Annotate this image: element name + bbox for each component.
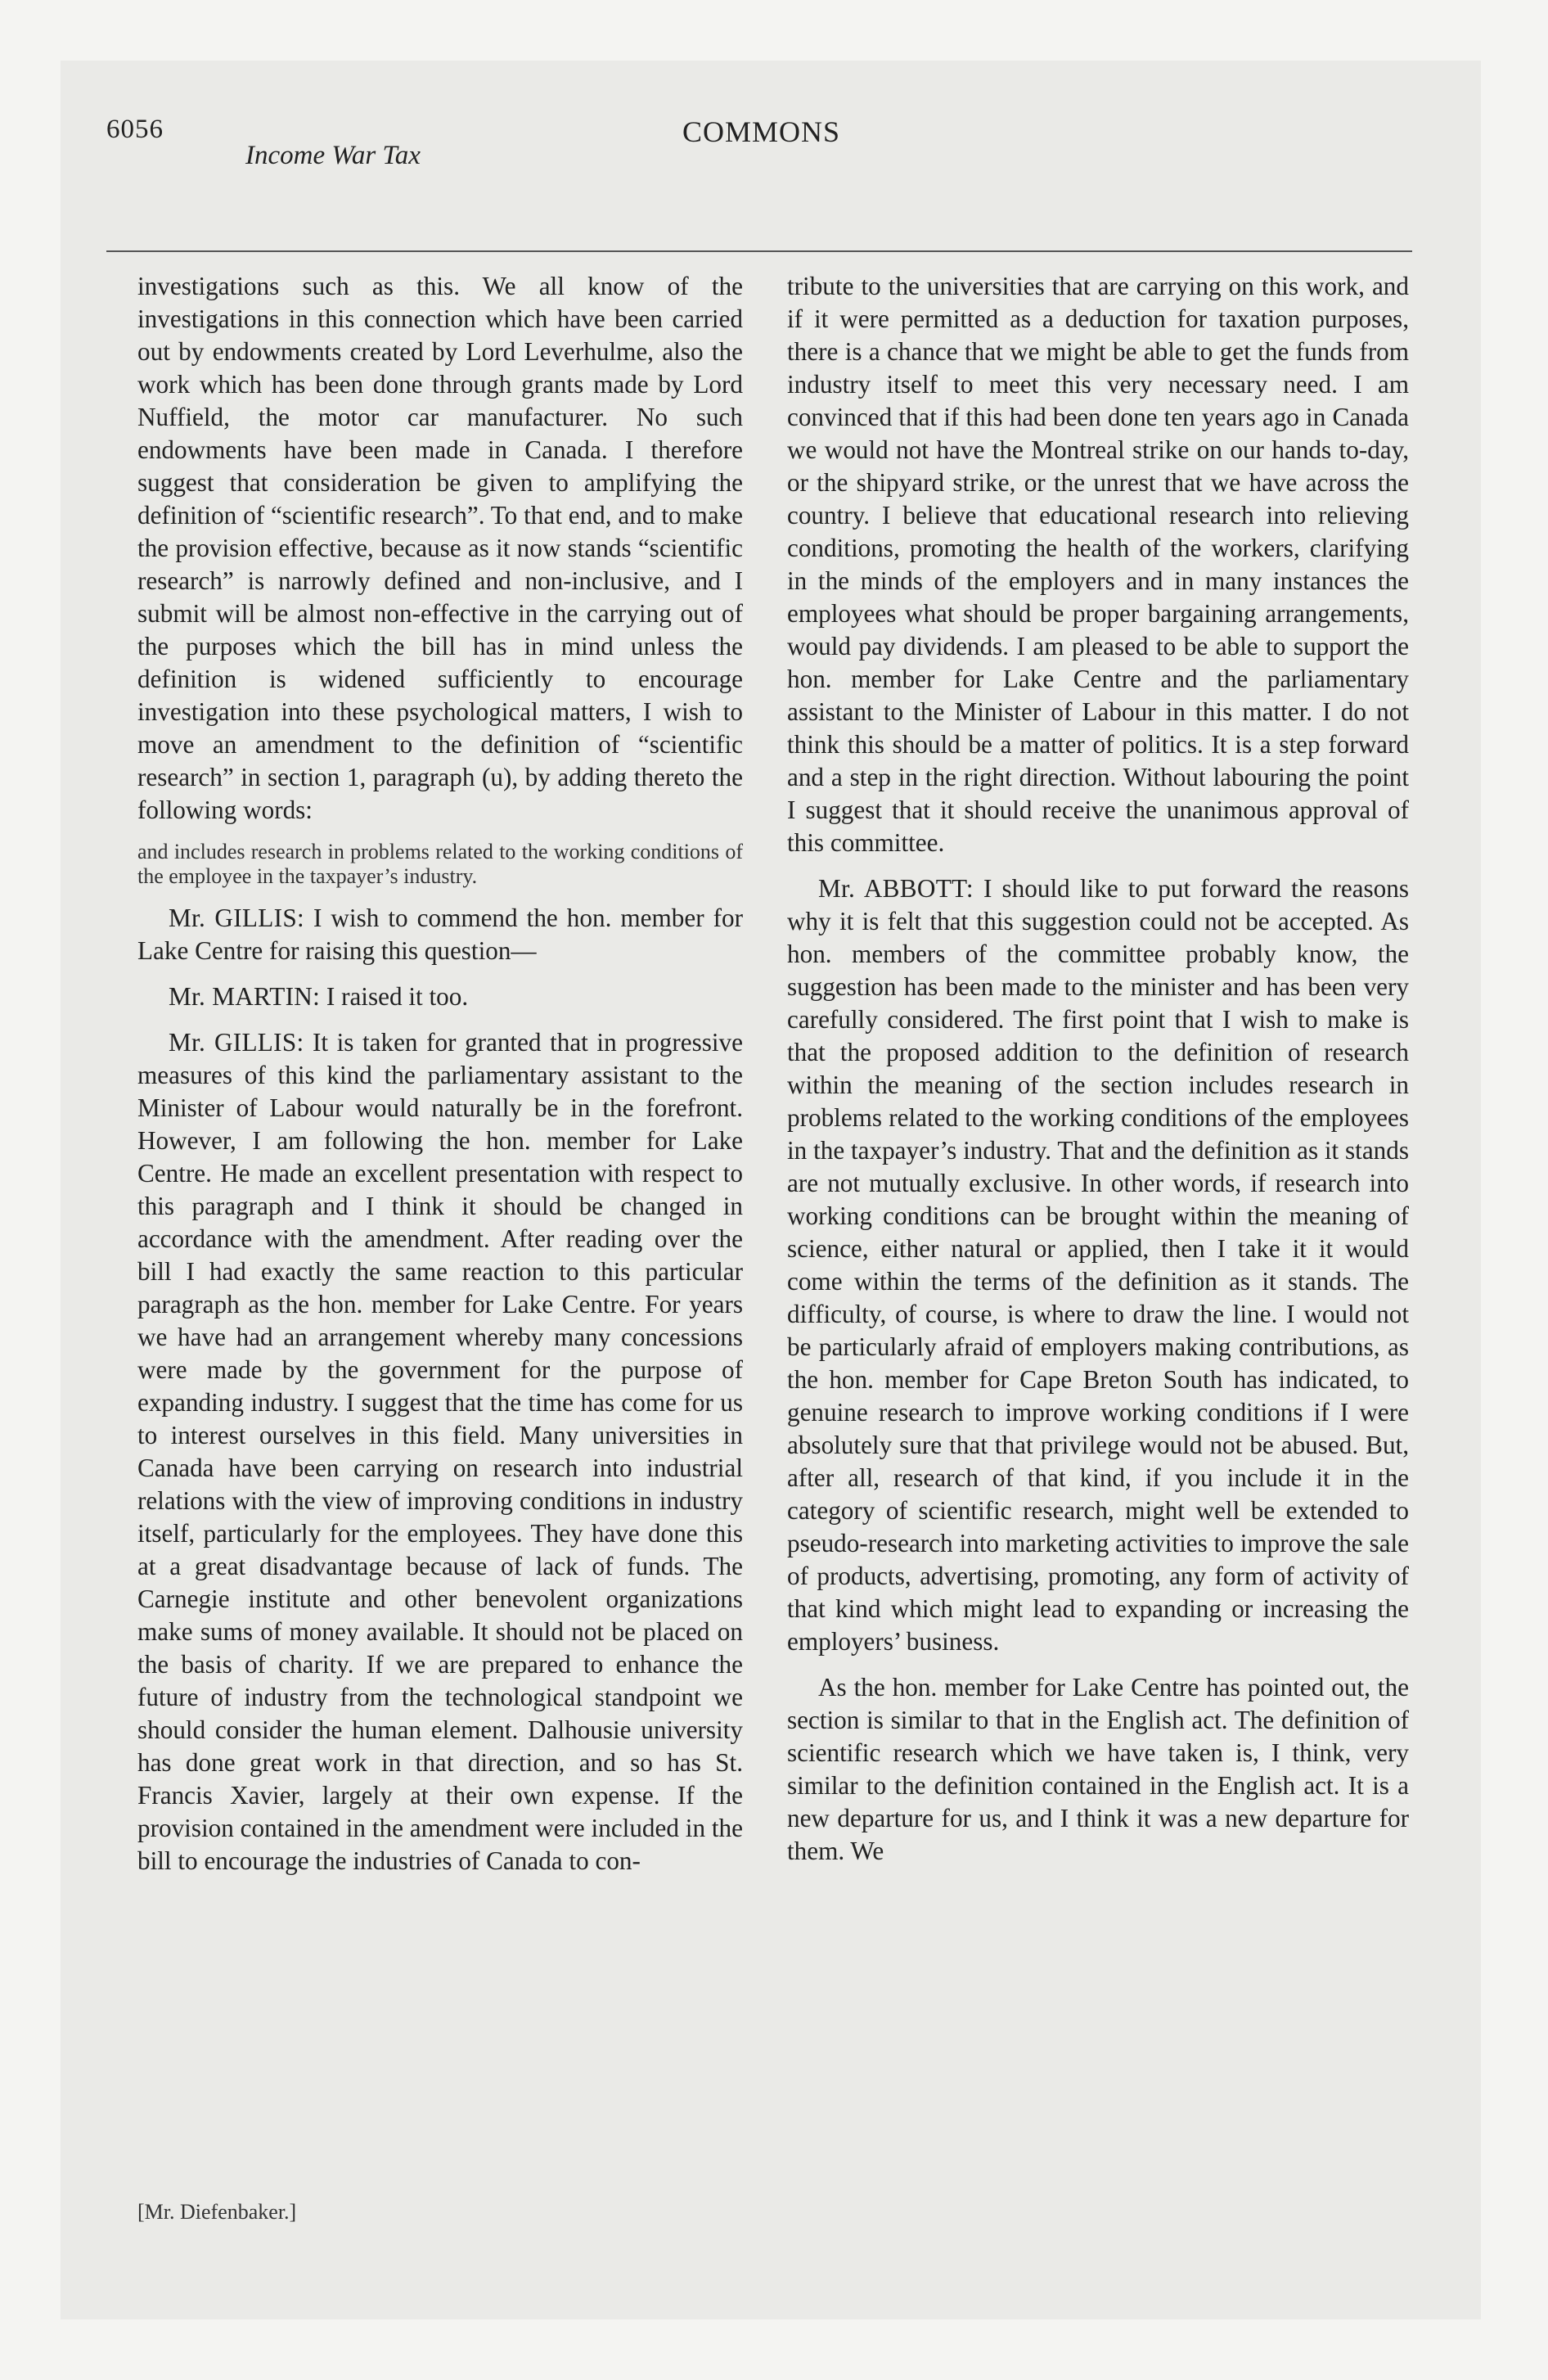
left-paragraph-gillis-1 [137,902,743,967]
left-paragraph-gillis-2 [137,1026,743,1877]
footer-note: [Mr. Diefenbaker.] [137,2200,297,2224]
right-column [787,270,1409,1881]
speaker-name: Mr. ABBOTT: [818,874,974,903]
speech-text: I wish to commend the hon. member for Lake Centre for raising this question— [137,904,743,965]
speaker-name: Mr. GILLIS: [169,1028,304,1057]
page-header [106,115,1412,180]
header-rule [106,250,1412,252]
speech-text: It is taken for granted that in progressive measures of this kind the parliamentary assistant to the Minister of Labour would naturally be in the forefront. However, I am following the hon. member for Lake Centre. He made an excellent presentation with respect to this paragraph and I think it should be changed in accordance with the amendment. After reading over the bill I had exactly the same reaction to this particular paragraph as the hon. member for Lake Centre. For years we have had an arrangement whereby many concessions were made by the government for the purpose of expanding industry. I suggest that the time has come for us to interest ourselves in this field. Many universities in Canada have been carrying on research into industrial relations with the view of improving conditions in industry itself, particularly for the employees. They have done this at a great disadvantage because of lack of funds. The Carnegie institute and other benevolent organizations make sums of money available. It should not be placed on the basis of charity. If we are prepared to enhance the future of industry from the technological standpoint we should consider the human element. Dalhousie university has done great work in that direction, and so has St. Francis Xavier, largely at their own expense. If the provision contained in the amendment were included in the bill to encourage the industries of Canada to con- [137,1028,743,1875]
right-paragraph-abbott [787,872,1409,1658]
right-paragraph-1: tribute to the universities that are carrying on this work, and if it were permitted as a deduction for taxation purposes, there is a chance that we might be able to get the funds from industry itself to meet this very necessary need. I am convinced that if this had been done ten years ago in Canada we would not have the Montreal strike on our hands to-day, or the shipyard strike, or the unrest that we have across the country. I believe that educational research into relieving conditions, promoting the health of the workers, clarifying in the minds of the employers and in many instances the employees what should be proper bargaining arrangements, would pay dividends. I am pleased to be able to support the hon. member for Lake Centre and the parliamentary assistant to the Minister of Labour in this matter. I do not think this should be a matter of politics. It is a step forward and a step in the right direction. Without labouring the point I suggest that it should receive the unanimous approval of this committee. [787,272,1409,857]
running-title: Income War Tax [245,141,421,170]
speaker-name: Mr. MARTIN: [169,982,321,1011]
left-column [137,270,743,1891]
section-title: COMMONS [682,115,841,148]
speech-text: I raised it too. [320,982,469,1011]
right-paragraph-3: As the hon. member for Lake Centre has pointed out, the section is similar to that in the English act. The definition of scientific research which we have taken is, I think, very similar to the definition contained in the English act. It is a new departure for us, and I think it was a new departure for them. We [787,1673,1409,1865]
page-number: 6056 [106,115,164,144]
speaker-name: Mr. GILLIS: [169,904,304,932]
left-paragraph-martin [137,980,743,1013]
speech-text: I should like to put forward the reasons why it is felt that this suggestion could not be accepted. As hon. members of the committee probably know, the suggestion has been made to the minister and has been very carefully considered. The first point that I wish to make is that the proposed addition to the definition of research within the meaning of the section includes research in problems related to the working conditions of the employees in the taxpayer’s industry. That and the definition as it stands are not mutually exclusive. In other words, if research into working conditions can be brought within the meaning of science, either natural or applied, then I take it it would come within the terms of the definition as it stands. The difficulty, of course, is where to draw the line. I would not be particularly afraid of employers making contributions, as the hon. member for Cape Breton South has indicated, to genuine research to improve working conditions if I were absolutely sure that that privilege would not be abused. But, after all, research of that kind, if you include it in the category of scientific research, might well be extended to pseudo-research into marketing activities to improve the sale of products, advertising, promoting, any form of activity of that kind which might lead to expanding or increasing the employers’ business. [787,874,1409,1656]
left-paragraph-1: investigations such as this. We all know of the investigations in this connection which have been carried out by endowments created by Lord Leverhulme, also the work which has been done through grants made by Lord Nuffield, the motor car manufacturer. No such endowments have been made in Canada. I therefore suggest that consideration be given to amplifying the definition of “scientific research”. To that end, and to make the provision effective, because as it now stands “scientific research” is narrowly defined and non-inclusive, and I submit will be almost non-effective in the carrying out of the purposes which the bill has in mind unless the definition is widened sufficiently to encourage investigation into these psychological matters, I wish to move an amendment to the definition of “scientific research” in section 1, paragraph (u), by adding thereto the following words: [137,272,743,824]
amendment-quote: and includes research in problems related to the working conditions of the employee in the taxpayer’s industry. [137,840,743,888]
